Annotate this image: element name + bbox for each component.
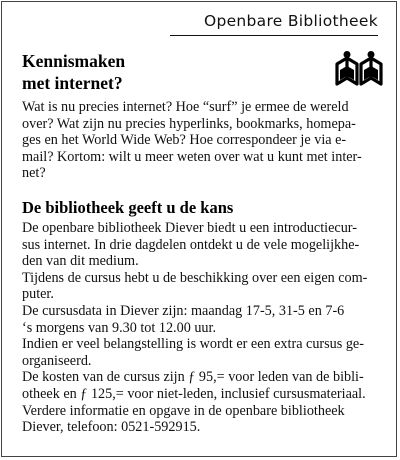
library-header: Openbare Bibliotheek	[203, 12, 378, 30]
body-line: den van dit medium.	[22, 253, 139, 270]
notice-frame	[1, 1, 397, 457]
body-paragraph	[22, 369, 386, 435]
title-line: met internet?	[22, 73, 123, 93]
library-logo-icon	[334, 50, 384, 90]
body-line: Indien er veel belangstelling is wordt er een extra cursus ge-	[22, 336, 364, 353]
intro-line: ges en het World Wide Web? Hoe correspondeer je via e-	[22, 132, 347, 149]
body-line: sus internet. In drie dagdelen ontdekt u de vele mogelijkhe-	[22, 236, 360, 253]
body-line: Tijdens de cursus hebt u de beschikking over een eigen com-	[22, 269, 368, 286]
body-line: Diever, telefoon: 0521-592915.	[22, 419, 201, 436]
body-paragraph	[22, 303, 386, 336]
body-line: De openbare bibliotheek Diever biedt u een introductiecur-	[22, 220, 357, 236]
body-line: ‘s morgens van 9.30 tot 12.00 uur.	[22, 319, 217, 336]
body-line: De kosten van de cursus zijn ƒ 95,= voor leden van de bibli-	[22, 369, 364, 386]
body-paragraph	[22, 336, 386, 369]
intro-line: net?	[22, 165, 46, 182]
article-title	[22, 50, 322, 94]
body-line: De cursusdata in Diever zijn: maandag 17-5, 31-5 en 7-6	[22, 302, 345, 319]
header-rule	[170, 35, 378, 36]
article-body	[22, 220, 386, 436]
section-heading: De bibliotheek geeft u de kans	[22, 198, 234, 217]
body-paragraph	[22, 270, 386, 303]
body-line: Verdere informatie en opgave in de openbare bibliotheek	[22, 402, 345, 419]
body-line: otheek en ƒ 125,= voor niet-leden, inclusief cursusmateriaal.	[22, 385, 366, 402]
intro-line: over? Wat zijn nu precies hyperlinks, bookmarks, homepa-	[22, 115, 356, 132]
intro-line: mail? Kortom: wilt u meer weten over wat u kunt met inter-	[22, 148, 362, 165]
intro-line: Wat is nu precies internet? Hoe “surf” je ermee de wereld	[22, 99, 349, 115]
title-line: Kennismaken	[22, 51, 126, 71]
body-line: organiseerd.	[22, 352, 92, 369]
intro-paragraph	[22, 99, 386, 182]
body-paragraph	[22, 220, 386, 270]
body-line: puter.	[22, 286, 54, 303]
